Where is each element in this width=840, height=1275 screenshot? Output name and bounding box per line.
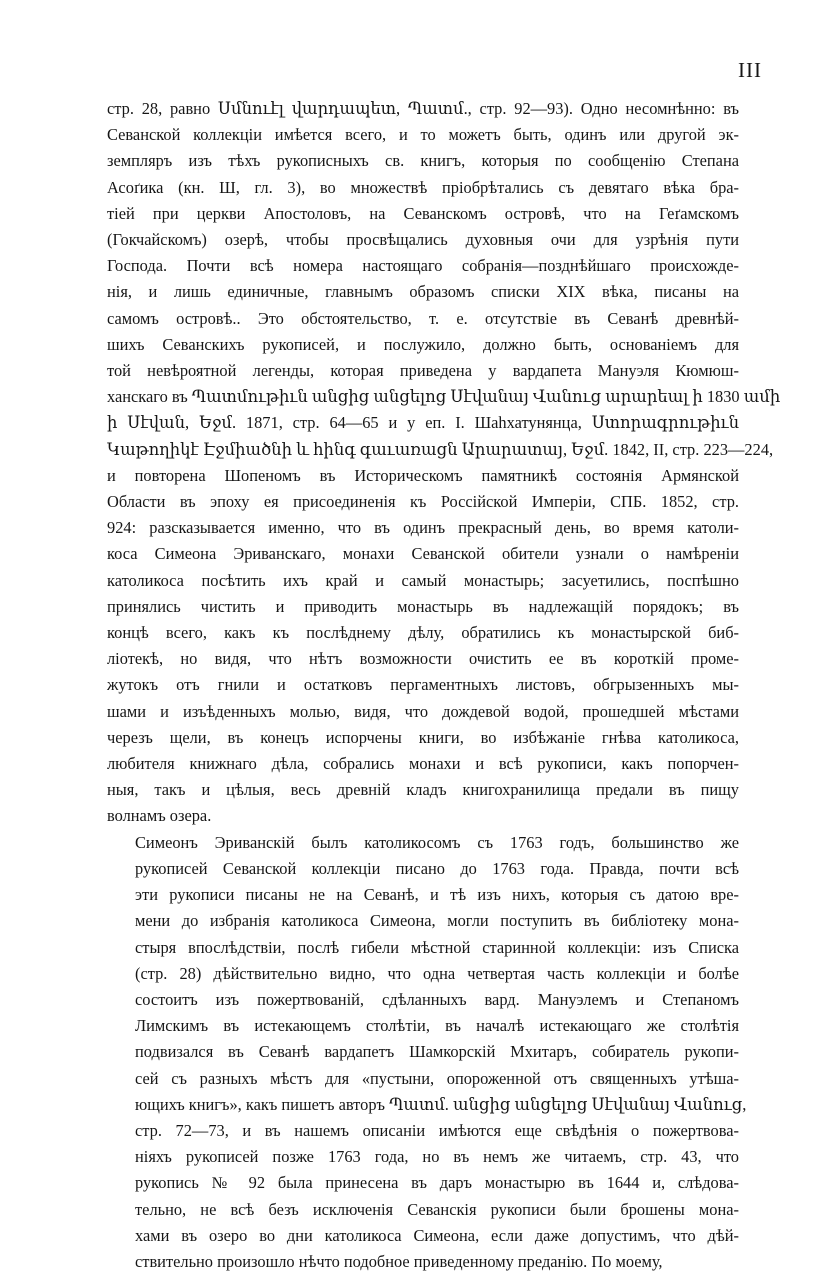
text-line: подвизался въ Севанѣ вардапетъ Шамкорскій Мхитаръ, собиратель рукопи- xyxy=(135,1042,739,1062)
text-line: черезъ щели, въ конецъ испорчены книги, во избѣжаніе гнѣва католикоса, xyxy=(107,727,739,747)
text-line: ліотекѣ, но видя, что нѣтъ возможности очистить ее въ короткій проме- xyxy=(107,649,739,669)
text-line: стр. 72—73, и въ нашемъ описаніи имѣются еще свѣдѣнія о пожертвова- xyxy=(135,1120,739,1140)
text-line: Կաթողիկէ Էջմիածնի և հինգ գաւառացն Արարատայ, Եջմ. 1842, II, стр. 223—224, xyxy=(107,439,774,459)
text-line: (Гокчайскомъ) озерѣ, чтобы просвѣщались духовныя очи для узрѣнія пути xyxy=(107,230,739,250)
body-text xyxy=(107,96,781,1275)
text-line: шами и изъѣденныхъ молью, видя, что дождевой водой, прошедшей мѣстами xyxy=(107,701,739,721)
text-line: принялись чистить и приводить монастырь въ надлежащій порядокъ; въ xyxy=(107,596,739,616)
text-line: и повторена Шопеномъ въ Историческомъ памятникѣ состоянія Армянской xyxy=(107,465,739,485)
paragraph-1 xyxy=(107,96,781,830)
text-line: той невѣроятной легенды, которая приведена у вардапета Мануэля Кюмюш- xyxy=(107,361,739,381)
text-line: Севанской коллекціи имѣется всего, и то можетъ быть, одинъ или другой эк- xyxy=(107,125,739,145)
text-line: состоитъ изъ пожертвованій, сдѣланныхъ вард. Мануэлемъ и Степаномъ xyxy=(135,989,739,1009)
paragraph-2 xyxy=(107,830,747,1275)
text-line: ніяхъ рукописей позже 1763 года, но въ немъ же читаемъ, стр. 43, что xyxy=(135,1147,739,1167)
text-line: Симеонъ Эриванскій былъ католикосомъ съ 1763 годъ, большинство же xyxy=(135,832,739,852)
text-line: 924: разсказывается именно, что въ одинъ прекрасный день, во время католи- xyxy=(107,518,739,538)
text-line: ющихъ книгъ», какъ пишетъ авторъ Պատմ. անցից անցելոց Սէվանայ Վանուց, xyxy=(135,1094,747,1114)
text-line: (стр. 28) дѣйствительно видно, что одна четвертая часть коллекціи и болѣе xyxy=(135,963,739,983)
text-line: любителя книжнаго дѣла, собрались монахи и всѣ рукописи, какъ попорчен- xyxy=(107,754,739,774)
text-line: жутокъ отъ гнили и остатковъ пергаментныхъ листовъ, обгрызенныхъ мы- xyxy=(107,675,739,695)
text-line: Лимскимъ въ истекающемъ столѣтіи, въ началѣ истекающаго же столѣтія xyxy=(135,1016,739,1036)
text-line: ի Սէվան, Եջմ. 1871, стр. 64—65 и у еп. I. Шаһхатунянца, Ստորագրութիւն xyxy=(107,413,739,433)
text-line: эти рукописи писаны не на Севанѣ, и тѣ изъ нихъ, которыя съ датою вре- xyxy=(135,885,739,905)
text-line: концѣ всего, какъ къ послѣднему дѣлу, обратились къ монастырской биб- xyxy=(107,623,739,643)
text-line: мени до избранія католикоса Симеона, могли поступить въ библіотеку мона- xyxy=(135,911,739,931)
text-line: шихъ Севанскихъ рукописей, и послужило, должно быть, основаніемъ для xyxy=(107,334,739,354)
text-line: Области въ эпоху ея присоединенія къ Россійской Имперіи, СПБ. 1852, стр. xyxy=(107,492,739,512)
text-line: волнамъ озера. xyxy=(107,806,212,826)
text-line: ханскаго въ Պատմութիւն անցից անցելոց Սէվանայ Վանուց արարեալ ի 1830 ամի xyxy=(107,387,781,407)
text-line: Господа. Почти всѣ номера настоящаго собранія—позднѣйшаго происхожде- xyxy=(107,256,739,276)
text-line: тельно, не всѣ безъ исключенія Севанскія рукописи были брошены мона- xyxy=(135,1199,739,1219)
text-line: нія, и лишь единичные, главнымъ образомъ списки XIX вѣка, писаны на xyxy=(107,282,739,302)
text-line: католикоса посѣтить ихъ край и самый монастырь; засуетились, поспѣшно xyxy=(107,570,739,590)
text-line: ныя, такъ и цѣлыя, весь древній кладъ книгохранилища предали въ пищу xyxy=(107,780,739,800)
text-line: Асоґика (кн. Ш, гл. 3), во множествѣ пріобрѣтались съ девятаго вѣка бра- xyxy=(107,177,739,197)
text-line: рукописей Севанской коллекціи писано до 1763 года. Правда, почти всѣ xyxy=(135,858,739,878)
text-line: стр. 28, равно Սմնուէլ վարդապետ, Պատմ., стр. 92—93). Одно несомнѣнно: въ xyxy=(107,99,739,118)
text-line: хами въ озеро во дни католикоса Симеона, если даже допустимъ, что дѣй- xyxy=(135,1225,739,1245)
text-line: тіей при церкви Апостоловъ, на Севанскомъ островѣ, что на Геґамскомъ xyxy=(107,203,739,223)
text-line: земпляръ изъ тѣхъ рукописныхъ св. книгъ, которыя по сообщенію Степана xyxy=(107,151,739,171)
text-line: рукопись № 92 была принесена въ даръ монастырю въ 1644 и, слѣдова- xyxy=(135,1173,739,1193)
text-line: коса Симеона Эриванскаго, монахи Севанской обители узнали о намѣреніи xyxy=(107,544,739,564)
text-line: сей съ разныхъ мѣстъ для «пустыни, опороженной отъ священныхъ утѣша- xyxy=(135,1068,739,1088)
page-number: III xyxy=(738,58,762,82)
text-line: стыря впослѣдствіи, послѣ гибели мѣстной старинной коллекціи: изъ Списка xyxy=(135,937,739,957)
text-line: ствительно произошло нѣчто подобное приведенному преданію. По моему, xyxy=(135,1251,663,1271)
text-line: самомъ островѣ.. Это обстоятельство, т. е. отсутствіе въ Севанѣ древнѣй- xyxy=(107,308,739,328)
